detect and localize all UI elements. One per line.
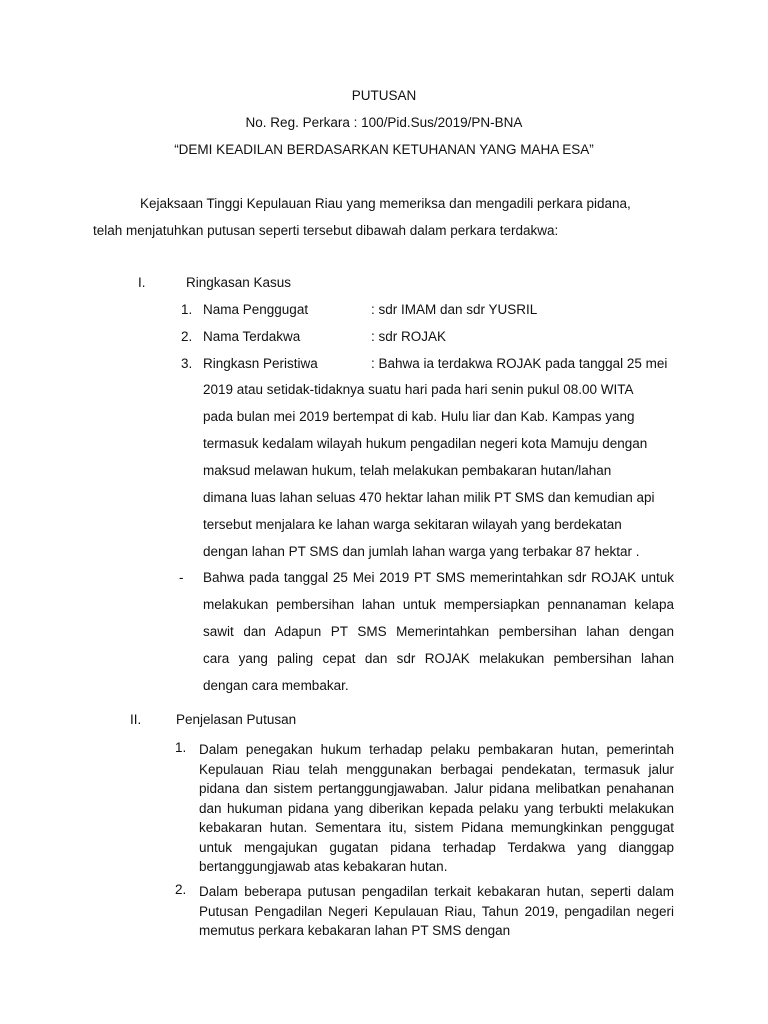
paragraph-line: cara yang paling cepat dan sdr ROJAK melakukan pembersihan lahan — [203, 651, 674, 666]
paragraph-line: dengan lahan PT SMS dan jumlah lahan warga yang terbakar 87 hektar . — [203, 544, 640, 559]
item-text: Dalam penegakan hukum terhadap pelaku pembakaran hutan, pemerintah Kepulauan Riau telah menggunakan berbagai pendekatan, termasuk jalur pidana dan sistem pertanggungjawaban. Jalur pidana melibatkan penahanan dan hukuman pidana yang diberikan kepada pelaku yang terbukti melakukan kebakaran hutan. Sementara itu, sistem Pidana memungkinkan penggugat untuk mengajukan gugatan pidana terhadap Terdakwa yang dianggap bertanggungjawab atas kebakaran hutan. — [199, 742, 674, 874]
item-label: Ringkasn Peristiwa — [203, 356, 318, 371]
item-text: Dalam beberapa putusan pengadilan terkait kebakaran hutan, seperti dalam Putusan Pengadilan Negeri Kepulauan Riau, Tahun 2019, pengadilan negeri memutus perkara kebakaran lahan PT SMS dengan — [199, 884, 674, 938]
item-value: : sdr ROJAK — [371, 329, 447, 344]
item-number: 2. — [175, 882, 187, 897]
section-1-title: Ringkasan Kasus — [186, 275, 292, 290]
item-value: : Bahwa ia terdakwa ROJAK pada tanggal 25 mei — [371, 356, 668, 371]
section-2-title: Penjelasan Putusan — [176, 712, 297, 727]
item-label: Nama Terdakwa — [203, 329, 301, 344]
registration-number: No. Reg. Perkara : 100/Pid.Sus/2019/PN-BNA — [245, 115, 523, 130]
section-1-numeral: I. — [138, 275, 146, 290]
paragraph-line: maksud melawan hukum, telah melakukan pembakaran hutan/lahan — [203, 463, 612, 478]
document-title: PUTUSAN — [351, 88, 417, 103]
paragraph-line: dimana luas lahan seluas 470 hektar lahan milik PT SMS dan kemudian api — [203, 490, 655, 505]
paragraph-line: pada bulan mei 2019 bertempat di kab. Hulu liar dan Kab. Kampas yang — [203, 409, 635, 424]
paragraph-line: tersebut menjalara ke lahan warga sekitaran wilayah yang berdekatan — [203, 517, 622, 532]
paragraph-line: sawit dan Adapun PT SMS Memerintahkan pembersihan lahan dengan — [203, 624, 674, 639]
motto: “DEMI KEADILAN BERDASARKAN KETUHANAN YANG MAHA ESA” — [174, 142, 594, 157]
item-number: 1. — [181, 302, 193, 317]
paragraph-line: melakukan pembersihan lahan untuk mempersiapkan pennanaman kelapa — [203, 597, 674, 612]
bullet-marker: - — [179, 570, 184, 585]
item-number: 2. — [181, 329, 193, 344]
paragraph-line: termasuk kedalam wilayah hukum pengadilan negeri kota Mamuju dengan — [203, 436, 648, 451]
section-2-numeral: II. — [130, 712, 142, 727]
item-number: 1. — [175, 740, 187, 755]
item-number: 3. — [181, 356, 193, 371]
intro-line-2: telah menjatuhkan putusan seperti tersebut dibawah dalam perkara terdakwa: — [93, 223, 559, 238]
paragraph-line: dengan cara membakar. — [203, 678, 349, 693]
intro-line-1: Kejaksaan Tinggi Kepulauan Riau yang memeriksa dan mengadili perkara pidana, — [140, 196, 631, 211]
paragraph-line: 2019 atau setidak-tidaknya suatu hari pada hari senin pukul 08.00 WITA — [203, 382, 634, 397]
paragraph-line: Bahwa pada tanggal 25 Mei 2019 PT SMS memerintahkan sdr ROJAK untuk — [203, 570, 674, 585]
item-label: Nama Penggugat — [203, 302, 309, 317]
item-value: : sdr IMAM dan sdr YUSRIL — [371, 302, 538, 317]
